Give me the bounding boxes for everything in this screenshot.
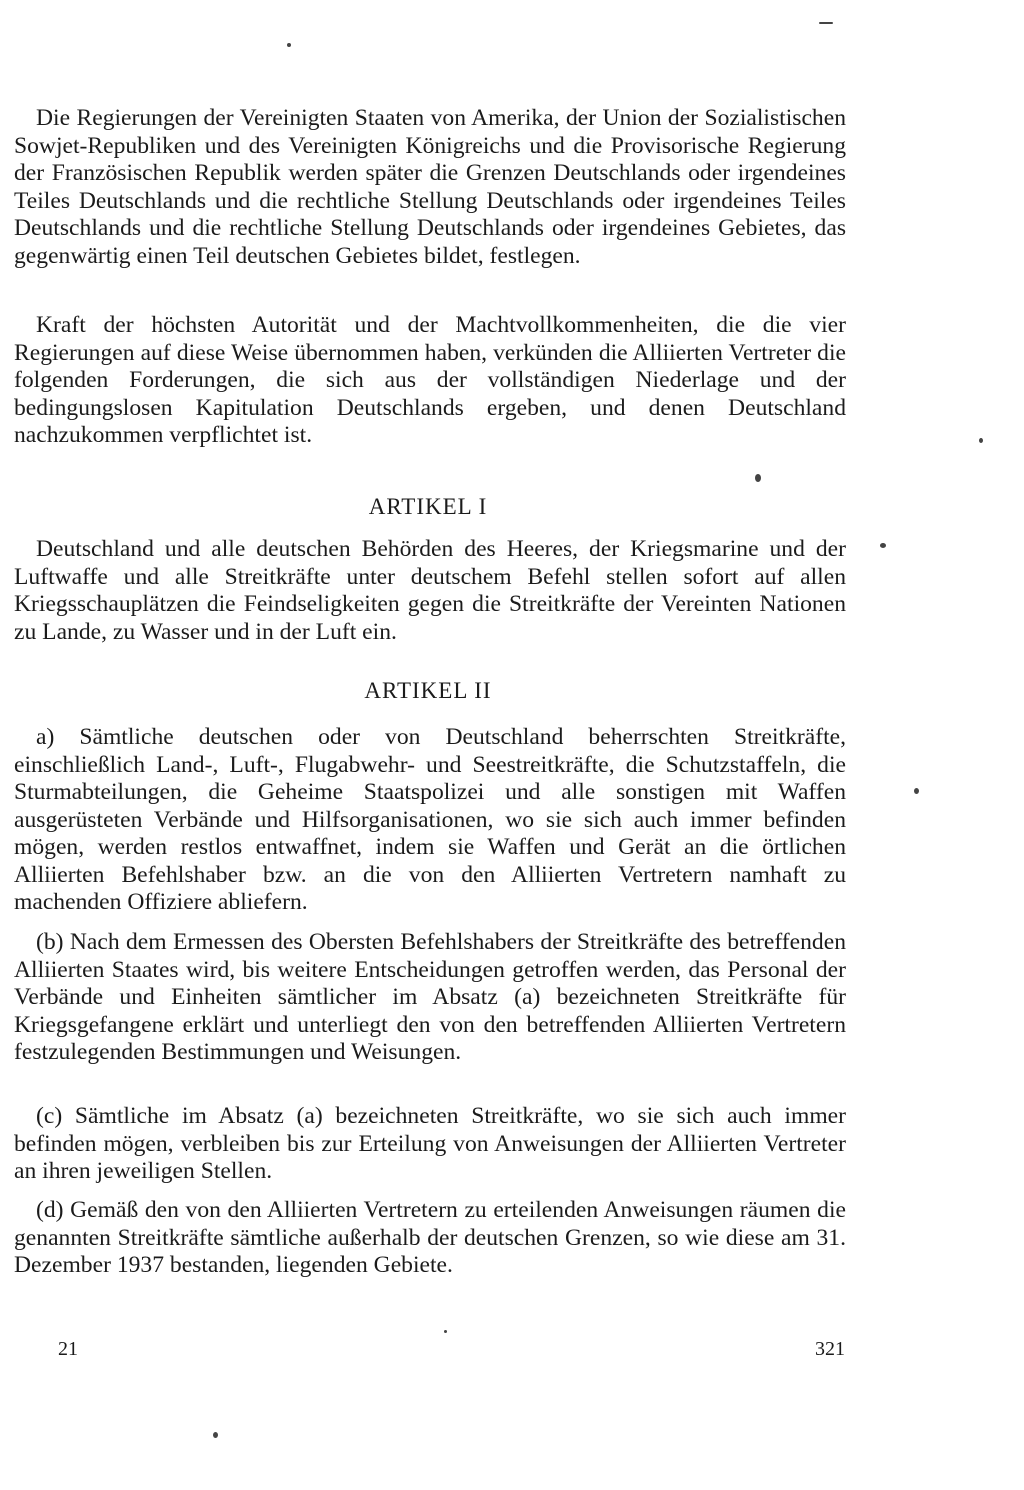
scan-speck	[755, 474, 761, 482]
signature-mark: 21	[58, 1338, 78, 1360]
scan-speck	[213, 1432, 218, 1438]
page-number: 321	[815, 1338, 845, 1360]
article-2-paragraph-b: (b) Nach dem Ermessen des Obersten Befehlshabers der Streitkräfte des betreffenden Alliierten Staates wird, bis weitere Entscheidungen getroffen werden, das Personal der Verbände und Einheiten sämtlicher im Absatz (a) bezeichneten Streitkräfte für Kriegsgefangene erklärt und unterliegt den von den betreffenden Alliierten Vertretern festzulegenden Bestimmungen und Weisungen.	[14, 929, 846, 1065]
scan-speck	[444, 1330, 447, 1333]
scan-speck	[979, 438, 983, 443]
article-2-paragraph-d: (d) Gemäß den von den Alliierten Vertretern zu erteilenden Anweisungen räumen die genannten Streitkräfte sämtliche außerhalb der deutschen Grenzen, so wie diese am 31. Dezember 1937 bestanden, liegenden Gebiete.	[14, 1197, 846, 1278]
article-2-heading: ARTIKEL II	[364, 678, 492, 703]
article-2-paragraph-c: (c) Sämtliche im Absatz (a) bezeichneten Streitkräfte, wo sie sich auch immer befinden mögen, verbleiben bis zur Erteilung von Anweisungen der Alliierten Vertreter an ihren jeweiligen Stellen.	[14, 1103, 846, 1184]
article-1-text: Deutschland und alle deutschen Behörden des Heeres, der Kriegsmarine und der Luftwaffe und alle Streitkräfte unter deutschem Befehl stellen sofort auf allen Kriegsschauplätzen die Feindseligkeiten gegen die Streitkräfte der Vereinten Nationen zu Lande, zu Wasser und in der Luft ein.	[14, 536, 846, 645]
scan-speck	[880, 543, 886, 548]
intro-paragraph-1: Die Regierungen der Vereinigten Staaten von Amerika, der Union der Sozialistischen Sowjet-Republiken und des Vereinigten Königreichs und die Provisorische Regierung der Französischen Republik werden später die Grenzen Deutschlands oder irgendeines Teiles Deutschlands und die rechtliche Stellung Deutschlands oder irgendeines Teiles Deutschlands und die rechtliche Stellung Deutschlands oder irgendeines Gebietes, das gegenwärtig einen Teil deutschen Gebietes bildet, festlegen.	[14, 105, 846, 269]
scan-speck	[914, 788, 919, 794]
article-1-heading: ARTIKEL I	[368, 494, 488, 519]
scan-speck	[287, 43, 291, 47]
article-2-paragraph-a: a) Sämtliche deutschen oder von Deutschland beherrschten Streitkräfte, einschließlich Land-, Luft-, Flugabwehr- und Seestreitkräfte, die Schutzstaffeln, die Sturmabteilungen, die Geheime Staatspolizei und alle sonstigen mit Waffen ausgerüsteten Verbände und Hilfsorganisationen, wo sie sich auch immer befinden mögen, werden restlos entwaffnet, indem sie Waffen und Gerät an die örtlichen Alliierten Befehlshaber bzw. an die von den Alliierten Vertretern namhaft zu machenden Offiziere abliefern.	[14, 724, 846, 915]
intro-paragraph-2: Kraft der höchsten Autorität und der Machtvollkommenheiten, die die vier Regierungen auf diese Weise übernommen haben, verkünden die Alliierten Vertreter die folgenden Forderungen, die sich aus der vollständigen Niederlage und der bedingungslosen Kapitulation Deutschlands ergeben, und denen Deutschland nachzukommen verpflichtet ist.	[14, 312, 846, 448]
scan-speck	[819, 22, 833, 24]
